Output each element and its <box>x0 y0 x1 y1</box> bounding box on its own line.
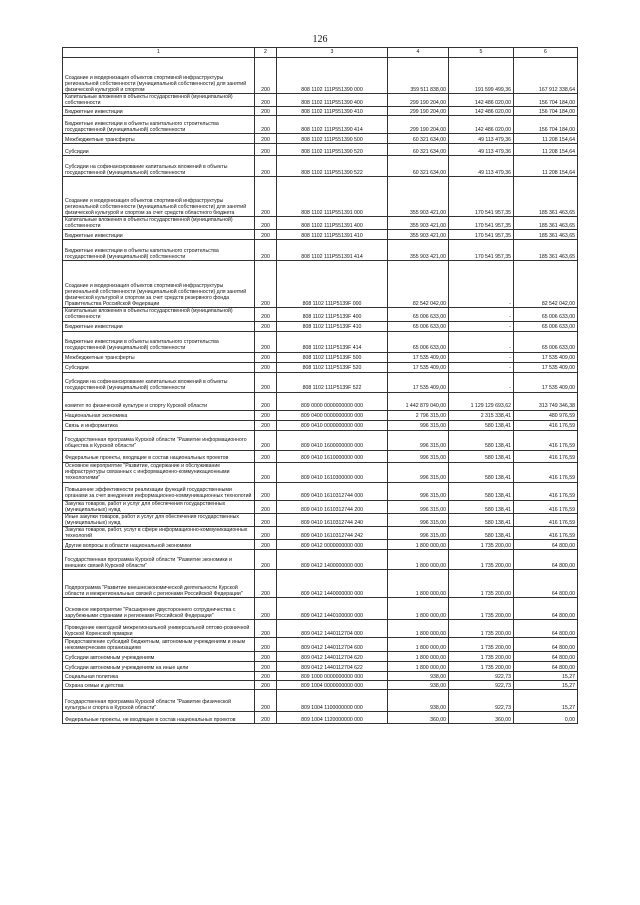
row-approved-amount: 1 800 000,00 <box>388 652 449 662</box>
column-header: 4 <box>388 48 449 58</box>
row-remaining-amount: 11 208 154,64 <box>514 156 578 177</box>
row-code: 200 <box>255 462 277 482</box>
row-approved-amount: 1 800 000,00 <box>388 570 449 598</box>
table-row <box>63 116 578 134</box>
table-row <box>63 352 578 362</box>
column-header: 5 <box>449 48 514 58</box>
row-approved-amount: 17 535 409,00 <box>388 352 449 362</box>
row-description: Основное мероприятие "Развитие, содержание и обслуживание инфраструктуры связанных с информационно-коммуникационными технологиями" <box>63 462 255 482</box>
row-executed-amount: 2 315 338,41 <box>449 410 514 420</box>
table-row <box>63 638 578 652</box>
row-remaining-amount: 416 176,59 <box>514 450 578 462</box>
row-executed-amount: - <box>449 308 514 321</box>
row-executed-amount: 49 113 479,36 <box>449 144 514 156</box>
row-approved-amount: 65 006 633,00 <box>388 331 449 352</box>
row-description: Государственная программа Курской области "Развитие экономики и внешних связей Курской области" <box>63 550 255 570</box>
row-classification-code: 809 0400 0000000000 000 <box>277 410 388 420</box>
row-remaining-amount: 64 800,00 <box>514 662 578 672</box>
row-approved-amount: 299 190 204,00 <box>388 94 449 107</box>
row-executed-amount: 49 113 479,36 <box>449 134 514 144</box>
row-approved-amount: 996 315,00 <box>388 420 449 430</box>
row-approved-amount: 996 315,00 <box>388 482 449 500</box>
row-description: Капитальные вложения в объекты государственной (муниципальной) собственности <box>63 217 255 230</box>
row-remaining-amount: 15,27 <box>514 690 578 712</box>
row-remaining-amount: 416 176,59 <box>514 420 578 430</box>
row-executed-amount: 922,73 <box>449 681 514 690</box>
row-classification-code: 809 0410 0000000000 000 <box>277 420 388 430</box>
row-classification-code: 808 1102 111P551391 000 <box>277 177 388 217</box>
row-executed-amount: 580 138,41 <box>449 420 514 430</box>
row-code: 200 <box>255 513 277 526</box>
table-row <box>63 94 578 107</box>
row-approved-amount: 355 903 421,00 <box>388 217 449 230</box>
row-classification-code: 809 0412 1440112704 622 <box>277 662 388 672</box>
column-header: 1 <box>63 48 255 58</box>
row-classification-code: 809 0000 0000000000 000 <box>277 392 388 410</box>
row-remaining-amount: 64 800,00 <box>514 638 578 652</box>
row-remaining-amount: 416 176,59 <box>514 513 578 526</box>
row-description: Охрана семьи и детства <box>63 681 255 690</box>
row-executed-amount: - <box>449 372 514 392</box>
row-approved-amount: 355 903 421,00 <box>388 230 449 240</box>
row-description: Предоставление субсидий бюджетным, автономным учреждениям и иным некоммерческим организациям <box>63 638 255 652</box>
row-classification-code: 809 1000 0000000000 000 <box>277 672 388 681</box>
row-approved-amount: 1 800 000,00 <box>388 638 449 652</box>
row-description: Межбюджетные трансферты <box>63 134 255 144</box>
row-remaining-amount: 64 800,00 <box>514 550 578 570</box>
row-description: Бюджетные инвестиции в объекты капитального строительства государственной (муниципальной) собственности <box>63 331 255 352</box>
table-row <box>63 462 578 482</box>
row-executed-amount: 580 138,41 <box>449 526 514 539</box>
row-executed-amount: 1 735 200,00 <box>449 540 514 550</box>
row-remaining-amount: 480 976,59 <box>514 410 578 420</box>
row-code: 200 <box>255 550 277 570</box>
row-remaining-amount: 64 800,00 <box>514 540 578 550</box>
row-executed-amount: 1 735 200,00 <box>449 638 514 652</box>
column-header: 3 <box>277 48 388 58</box>
page-number: 126 <box>312 34 328 45</box>
row-description: Бюджетные инвестиции в объекты капитального строительства государственной (муниципальной) собственности <box>63 116 255 134</box>
row-description: Капитальные вложения в объекты государственной (муниципальной) собственности <box>63 94 255 107</box>
row-code: 200 <box>255 116 277 134</box>
row-remaining-amount: 15,27 <box>514 681 578 690</box>
row-approved-amount: 65 006 633,00 <box>388 308 449 321</box>
table-header-row <box>63 48 578 58</box>
row-classification-code: 808 1102 111P551391 410 <box>277 230 388 240</box>
row-executed-amount: 170 541 957,35 <box>449 217 514 230</box>
row-executed-amount: 580 138,41 <box>449 462 514 482</box>
row-description: Бюджетные инвестиции в объекты капитального строительства государственной (муниципальной) собственности <box>63 240 255 261</box>
row-description: Капитальные вложения в объекты государственной (муниципальной) собственности <box>63 308 255 321</box>
row-executed-amount: 142 486 020,00 <box>449 107 514 116</box>
row-executed-amount: 1 129 129 693,62 <box>449 392 514 410</box>
row-executed-amount: 142 486 020,00 <box>449 94 514 107</box>
row-classification-code: 808 1102 111P551391 414 <box>277 240 388 261</box>
row-code: 200 <box>255 450 277 462</box>
row-remaining-amount: 156 704 184,00 <box>514 116 578 134</box>
row-description: Подпрограмма "Развитие внешнеэкономической деятельности Курской области и межрегиональных связей с регионами Российской Федерации" <box>63 570 255 598</box>
row-approved-amount: 60 321 634,00 <box>388 134 449 144</box>
row-remaining-amount: 0,00 <box>514 712 578 724</box>
row-approved-amount: 299 190 204,00 <box>388 116 449 134</box>
table-row <box>63 482 578 500</box>
row-code: 200 <box>255 240 277 261</box>
row-classification-code: 808 1102 111P551390 414 <box>277 116 388 134</box>
table-row <box>63 107 578 116</box>
row-executed-amount: 922,73 <box>449 672 514 681</box>
table-row <box>63 450 578 462</box>
row-description: Субсидии на софинансирование капитальных вложений в объекты государственной (муниципальной) собственности <box>63 372 255 392</box>
row-code: 200 <box>255 321 277 331</box>
row-code: 200 <box>255 362 277 372</box>
row-approved-amount: 1 800 000,00 <box>388 540 449 550</box>
row-code: 200 <box>255 217 277 230</box>
row-executed-amount: 360,00 <box>449 712 514 724</box>
table-row <box>63 58 578 94</box>
row-executed-amount: 580 138,41 <box>449 450 514 462</box>
row-description: Субсидии автономным учреждениям на иные цели <box>63 662 255 672</box>
row-remaining-amount: 185 361 463,65 <box>514 177 578 217</box>
row-executed-amount: 1 735 200,00 <box>449 550 514 570</box>
row-description: Бюджетные инвестиции <box>63 107 255 116</box>
row-classification-code: 809 0412 1400000000 000 <box>277 550 388 570</box>
table-row <box>63 652 578 662</box>
row-approved-amount: 360,00 <box>388 712 449 724</box>
row-description: Основное мероприятие "Расширение двустороннего сотрудничества с зарубежными странами и регионами Российской Федерации" <box>63 598 255 620</box>
row-description: Проведение ежегодной межрегиональной универсальной оптово-розничной Курской Коренской ярмарки <box>63 620 255 638</box>
row-code: 200 <box>255 500 277 513</box>
table-row <box>63 156 578 177</box>
row-remaining-amount: 64 800,00 <box>514 620 578 638</box>
row-remaining-amount: 185 361 463,65 <box>514 230 578 240</box>
row-approved-amount: 1 442 879 040,00 <box>388 392 449 410</box>
row-classification-code: 809 0410 1610312744 240 <box>277 513 388 526</box>
row-description: Государственная программа Курской области "Развитие информационного общества в Курской области" <box>63 430 255 450</box>
row-executed-amount: 1 735 200,00 <box>449 652 514 662</box>
row-remaining-amount: 65 006 633,00 <box>514 331 578 352</box>
row-approved-amount: 996 315,00 <box>388 526 449 539</box>
row-executed-amount: 191 599 499,36 <box>449 58 514 94</box>
row-executed-amount: 142 486 020,00 <box>449 116 514 134</box>
row-code: 200 <box>255 570 277 598</box>
table-row <box>63 420 578 430</box>
row-executed-amount: 580 138,41 <box>449 500 514 513</box>
row-classification-code: 809 0410 1600000000 000 <box>277 430 388 450</box>
table-row <box>63 392 578 410</box>
row-description: Создание и модернизация объектов спортивной инфраструктуры региональной собственности (муниципальной собственности) для занятий физической культурой и спортом <box>63 58 255 94</box>
row-remaining-amount: 17 535 409,00 <box>514 362 578 372</box>
row-approved-amount: 1 800 000,00 <box>388 620 449 638</box>
row-classification-code: 809 1004 1120000000 000 <box>277 712 388 724</box>
row-remaining-amount: 11 208 154,64 <box>514 134 578 144</box>
table-row <box>63 500 578 513</box>
row-remaining-amount: 64 800,00 <box>514 598 578 620</box>
row-executed-amount: 49 113 479,36 <box>449 156 514 177</box>
row-remaining-amount: 17 535 409,00 <box>514 352 578 362</box>
row-remaining-amount: 185 361 463,65 <box>514 217 578 230</box>
row-remaining-amount: 11 208 154,64 <box>514 144 578 156</box>
row-executed-amount: 170 541 957,35 <box>449 230 514 240</box>
table-row <box>63 513 578 526</box>
row-code: 200 <box>255 134 277 144</box>
row-approved-amount: 17 535 409,00 <box>388 362 449 372</box>
row-description: Закупка товаров, работ, услуг в сфере информационно-коммуникационных технологий <box>63 526 255 539</box>
table-row <box>63 672 578 681</box>
row-executed-amount: 1 735 200,00 <box>449 620 514 638</box>
row-description: Создание и модернизация объектов спортивной инфраструктуры региональной собственности (муниципальной собственности) для занятий физической культурой и спортом за счет средств резервного фонда Правительства Российской Федерации <box>63 261 255 308</box>
row-remaining-amount: 185 361 463,65 <box>514 240 578 261</box>
table-row <box>63 362 578 372</box>
row-description: Социальная политика <box>63 672 255 681</box>
table-row <box>63 410 578 420</box>
row-description: Другие вопросы в области национальной экономики <box>63 540 255 550</box>
row-description: Федеральные проекты, не входящие в состав национальных проектов <box>63 712 255 724</box>
row-classification-code: 808 1102 111P551391 400 <box>277 217 388 230</box>
row-remaining-amount: 64 800,00 <box>514 570 578 598</box>
budget-table <box>62 47 578 724</box>
row-approved-amount: 355 903 421,00 <box>388 240 449 261</box>
row-approved-amount: 299 190 204,00 <box>388 107 449 116</box>
row-description: Субсидии на софинансирование капитальных вложений в объекты государственной (муниципальной) собственности <box>63 156 255 177</box>
row-code: 200 <box>255 372 277 392</box>
row-classification-code: 808 1102 111P551390 410 <box>277 107 388 116</box>
row-code: 200 <box>255 107 277 116</box>
row-approved-amount: 996 315,00 <box>388 513 449 526</box>
row-description: Государственная программа Курской области "Развитие физической культуры и спорта в Курской области" <box>63 690 255 712</box>
row-description: Создание и модернизация объектов спортивной инфраструктуры региональной собственности (муниципальной собственности) для занятий физической культурой и спортом за счет средств областного бюджета <box>63 177 255 217</box>
row-remaining-amount: 416 176,59 <box>514 526 578 539</box>
table-body <box>63 58 578 724</box>
row-executed-amount: - <box>449 321 514 331</box>
table-row <box>63 526 578 539</box>
row-executed-amount: 170 541 957,35 <box>449 177 514 217</box>
row-executed-amount: 580 138,41 <box>449 482 514 500</box>
table-row <box>63 308 578 321</box>
table-row <box>63 620 578 638</box>
row-classification-code: 809 0412 1440112704 600 <box>277 638 388 652</box>
row-code: 200 <box>255 638 277 652</box>
row-remaining-amount: 313 749 346,38 <box>514 392 578 410</box>
row-approved-amount: 82 542 042,00 <box>388 261 449 308</box>
row-approved-amount: 938,00 <box>388 690 449 712</box>
row-executed-amount: 1 735 200,00 <box>449 598 514 620</box>
row-remaining-amount: 156 704 184,00 <box>514 107 578 116</box>
row-code: 200 <box>255 526 277 539</box>
row-classification-code: 809 0410 1610000000 000 <box>277 450 388 462</box>
column-header: 6 <box>514 48 578 58</box>
row-code: 200 <box>255 712 277 724</box>
row-remaining-amount: 416 176,59 <box>514 462 578 482</box>
row-remaining-amount: 65 006 633,00 <box>514 321 578 331</box>
row-classification-code: 808 1102 111P551390 520 <box>277 144 388 156</box>
row-remaining-amount: 65 006 633,00 <box>514 308 578 321</box>
row-classification-code: 808 1102 111P551390 400 <box>277 94 388 107</box>
table-row <box>63 134 578 144</box>
row-executed-amount: 922,73 <box>449 690 514 712</box>
table-row <box>63 240 578 261</box>
table-row <box>63 570 578 598</box>
row-code: 200 <box>255 177 277 217</box>
row-remaining-amount: 416 176,59 <box>514 500 578 513</box>
row-remaining-amount: 416 176,59 <box>514 482 578 500</box>
row-approved-amount: 996 315,00 <box>388 500 449 513</box>
row-executed-amount: 580 138,41 <box>449 513 514 526</box>
row-approved-amount: 65 006 633,00 <box>388 321 449 331</box>
row-description: Повышение эффективности реализации функций государственными органами за счет внедрения информационно-коммуникационных технологий <box>63 482 255 500</box>
row-description: Иные закупки товаров, работ и услуг для обеспечения государственных (муниципальных) нужд <box>63 513 255 526</box>
table-row <box>63 430 578 450</box>
row-description: Бюджетные инвестиции <box>63 321 255 331</box>
row-approved-amount: 355 903 421,00 <box>388 177 449 217</box>
row-remaining-amount: 82 542 042,00 <box>514 261 578 308</box>
row-classification-code: 808 1102 111P5139F 500 <box>277 352 388 362</box>
row-code: 200 <box>255 681 277 690</box>
table-row <box>63 712 578 724</box>
row-code: 200 <box>255 230 277 240</box>
row-code: 200 <box>255 58 277 94</box>
row-approved-amount: 60 321 634,00 <box>388 156 449 177</box>
row-remaining-amount: 64 800,00 <box>514 652 578 662</box>
row-approved-amount: 60 321 634,00 <box>388 144 449 156</box>
row-classification-code: 809 0410 1610300000 000 <box>277 462 388 482</box>
row-classification-code: 809 0412 1440100000 000 <box>277 598 388 620</box>
row-classification-code: 808 1102 111P551390 500 <box>277 134 388 144</box>
row-remaining-amount: 17 535 409,00 <box>514 372 578 392</box>
row-approved-amount: 996 315,00 <box>388 450 449 462</box>
row-code: 200 <box>255 598 277 620</box>
row-approved-amount: 996 315,00 <box>388 430 449 450</box>
row-classification-code: 808 1102 111P5139F 400 <box>277 308 388 321</box>
row-classification-code: 808 1102 111P551390 000 <box>277 58 388 94</box>
row-executed-amount: - <box>449 261 514 308</box>
row-executed-amount: - <box>449 352 514 362</box>
row-classification-code: 808 1102 111P5139F 410 <box>277 321 388 331</box>
column-header: 2 <box>255 48 277 58</box>
row-description: Субсидии автономным учреждениям <box>63 652 255 662</box>
row-code: 200 <box>255 392 277 410</box>
row-executed-amount: 1 735 200,00 <box>449 662 514 672</box>
table-row <box>63 230 578 240</box>
row-code: 200 <box>255 144 277 156</box>
row-code: 200 <box>255 410 277 420</box>
row-remaining-amount: 167 912 338,64 <box>514 58 578 94</box>
row-executed-amount: 1 735 200,00 <box>449 570 514 598</box>
row-approved-amount: 938,00 <box>388 672 449 681</box>
row-approved-amount: 1 800 000,00 <box>388 662 449 672</box>
row-approved-amount: 359 511 838,00 <box>388 58 449 94</box>
row-description: Закупка товаров, работ и услуг для обеспечения государственных (муниципальных) нужд <box>63 500 255 513</box>
row-code: 200 <box>255 620 277 638</box>
row-classification-code: 809 0412 0000000000 000 <box>277 540 388 550</box>
row-description: Бюджетные инвестиции <box>63 230 255 240</box>
row-description: Межбюджетные трансферты <box>63 352 255 362</box>
row-classification-code: 808 1102 111P5139F 520 <box>277 362 388 372</box>
row-classification-code: 809 1004 0000000000 000 <box>277 681 388 690</box>
row-classification-code: 809 0412 1440112704 000 <box>277 620 388 638</box>
row-classification-code: 809 0412 1440000000 000 <box>277 570 388 598</box>
row-code: 200 <box>255 672 277 681</box>
table-row <box>63 662 578 672</box>
row-approved-amount: 1 800 000,00 <box>388 550 449 570</box>
row-description: Федеральные проекты, входящие в состав национальных проектов <box>63 450 255 462</box>
table-row <box>63 177 578 217</box>
table-row <box>63 372 578 392</box>
row-executed-amount: 580 138,41 <box>449 430 514 450</box>
row-description: Субсидии <box>63 144 255 156</box>
row-approved-amount: 938,00 <box>388 681 449 690</box>
row-executed-amount: 170 541 957,35 <box>449 240 514 261</box>
table-row <box>63 321 578 331</box>
row-classification-code: 809 0410 1610312744 000 <box>277 482 388 500</box>
row-code: 200 <box>255 430 277 450</box>
row-remaining-amount: 156 704 184,00 <box>514 94 578 107</box>
row-code: 200 <box>255 308 277 321</box>
row-description: Связь и информатика <box>63 420 255 430</box>
row-code: 200 <box>255 652 277 662</box>
table-row <box>63 550 578 570</box>
row-classification-code: 808 1102 111P5139F 522 <box>277 372 388 392</box>
row-code: 200 <box>255 156 277 177</box>
row-classification-code: 809 0410 1610312744 200 <box>277 500 388 513</box>
row-remaining-amount: 416 176,59 <box>514 430 578 450</box>
row-code: 200 <box>255 662 277 672</box>
table-row <box>63 331 578 352</box>
row-approved-amount: 2 796 315,00 <box>388 410 449 420</box>
row-approved-amount: 1 800 000,00 <box>388 598 449 620</box>
row-remaining-amount: 15,27 <box>514 672 578 681</box>
row-code: 200 <box>255 331 277 352</box>
row-code: 200 <box>255 482 277 500</box>
table-row <box>63 690 578 712</box>
row-description: Национальная экономика <box>63 410 255 420</box>
row-classification-code: 809 0410 1610312744 242 <box>277 526 388 539</box>
row-classification-code: 808 1102 111P5139F 000 <box>277 261 388 308</box>
row-code: 200 <box>255 420 277 430</box>
row-classification-code: 809 1004 1100000000 000 <box>277 690 388 712</box>
table-row <box>63 217 578 230</box>
row-approved-amount: 17 535 409,00 <box>388 372 449 392</box>
row-classification-code: 808 1102 111P551390 522 <box>277 156 388 177</box>
row-executed-amount: - <box>449 362 514 372</box>
table-row <box>63 144 578 156</box>
table-row <box>63 598 578 620</box>
row-classification-code: 809 0412 1440112704 620 <box>277 652 388 662</box>
row-description: комитет по физической культуре и спорту Курской области <box>63 392 255 410</box>
row-code: 200 <box>255 690 277 712</box>
row-code: 200 <box>255 94 277 107</box>
table-row <box>63 540 578 550</box>
table-row <box>63 681 578 690</box>
row-description: Субсидии <box>63 362 255 372</box>
row-code: 200 <box>255 261 277 308</box>
row-approved-amount: 996 315,00 <box>388 462 449 482</box>
row-code: 200 <box>255 540 277 550</box>
row-classification-code: 808 1102 111P5139F 414 <box>277 331 388 352</box>
row-executed-amount: - <box>449 331 514 352</box>
table-row <box>63 261 578 308</box>
row-code: 200 <box>255 352 277 362</box>
